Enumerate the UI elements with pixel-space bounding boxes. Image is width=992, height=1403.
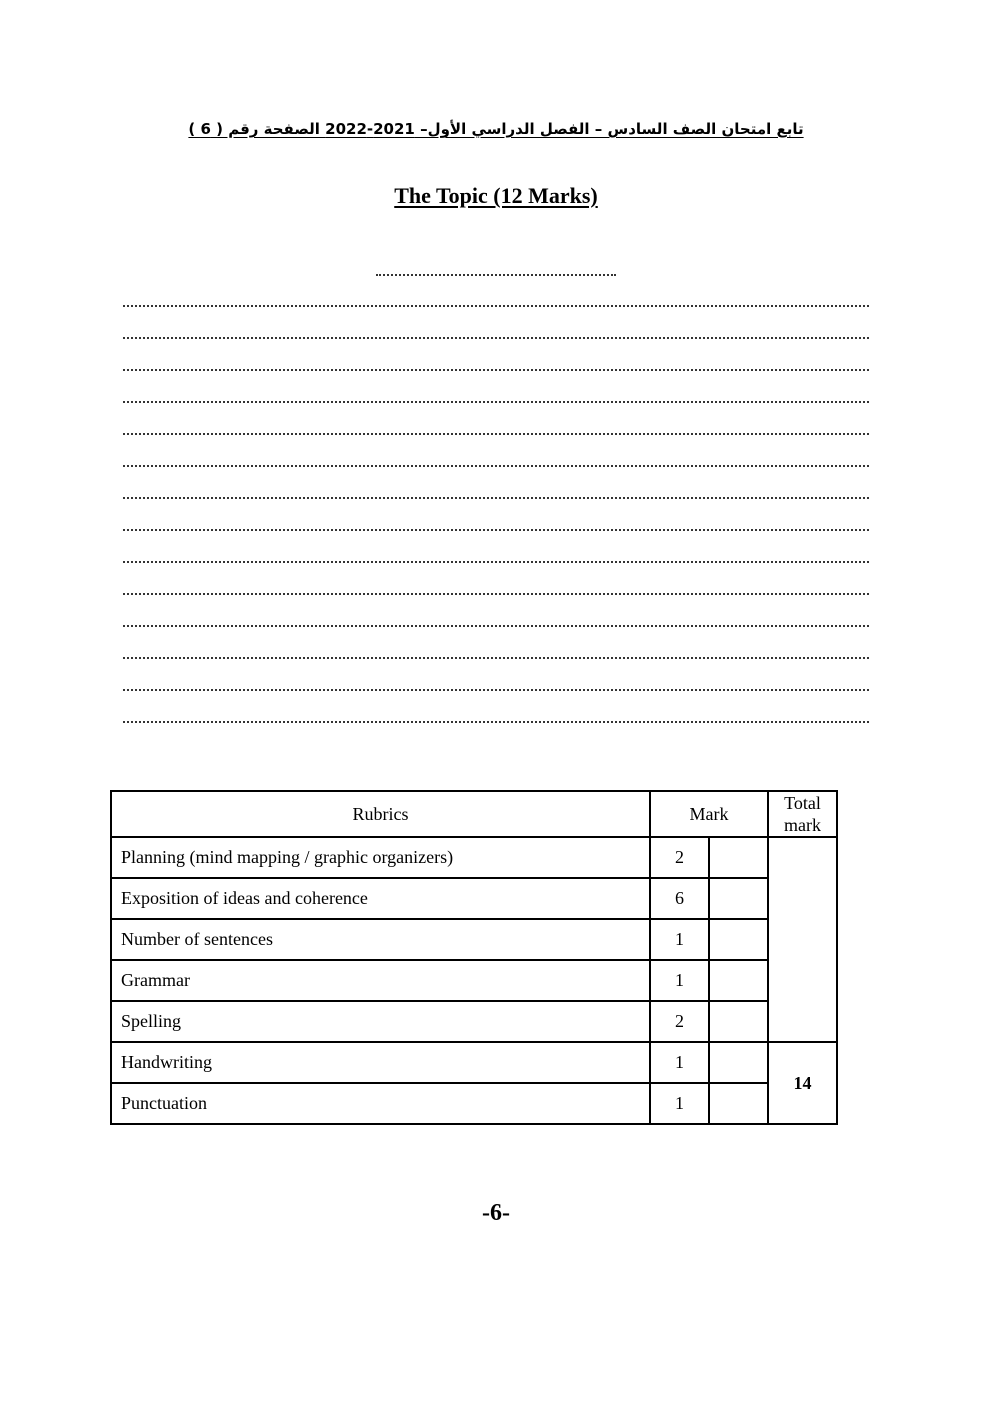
page-number: -6- <box>482 1200 510 1226</box>
writing-line[interactable] <box>123 591 869 595</box>
score-cell[interactable] <box>709 1001 768 1042</box>
table-row <box>111 919 837 960</box>
score-cell[interactable] <box>709 960 768 1001</box>
rubric-mark: 2 <box>650 837 709 878</box>
exam-header-text: تابع امتحان الصف السادس – الفصل الدراسي الأول– 2021-2022 الصفحة رقم ( 6 ) <box>188 120 804 138</box>
writing-line[interactable] <box>123 335 869 339</box>
rubric-mark: 1 <box>650 960 709 1001</box>
rubric-mark: 6 <box>650 878 709 919</box>
header-mark: Mark <box>650 791 768 837</box>
writing-line[interactable] <box>123 655 869 659</box>
score-cell[interactable] <box>709 837 768 878</box>
table-row <box>111 878 837 919</box>
writing-line[interactable] <box>123 527 869 531</box>
table-row <box>111 1083 837 1124</box>
exam-header <box>0 120 992 138</box>
header-total-mark: Total mark <box>768 791 837 837</box>
rubric-label: Number of sentences <box>111 919 650 960</box>
rubric-label: Punctuation <box>111 1083 650 1124</box>
rubric-label: Exposition of ideas and coherence <box>111 878 650 919</box>
writing-line[interactable] <box>123 367 869 371</box>
writing-line[interactable] <box>123 719 869 723</box>
rubric-mark: 1 <box>650 919 709 960</box>
writing-line[interactable] <box>123 399 869 403</box>
page-title: The Topic (12 Marks) <box>394 183 598 208</box>
writing-line[interactable] <box>123 623 869 627</box>
score-cell[interactable] <box>709 919 768 960</box>
rubric-mark: 2 <box>650 1001 709 1042</box>
table-row <box>111 960 837 1001</box>
rubric-label: Grammar <box>111 960 650 1001</box>
rubric-table <box>110 790 838 1125</box>
table-row <box>111 1001 837 1042</box>
table-row <box>111 837 837 878</box>
rubric-label: Handwriting <box>111 1042 650 1083</box>
table-header-row <box>111 791 837 837</box>
writing-line[interactable] <box>123 303 869 307</box>
header-rubrics: Rubrics <box>111 791 650 837</box>
rubric-label: Spelling <box>111 1001 650 1042</box>
writing-line[interactable] <box>123 687 869 691</box>
total-subtotal-cell[interactable] <box>768 837 837 1042</box>
writing-line[interactable] <box>123 431 869 435</box>
writing-line[interactable] <box>123 495 869 499</box>
topic-title-line[interactable] <box>376 262 616 276</box>
rubric-mark: 1 <box>650 1042 709 1083</box>
table-row <box>111 1042 837 1083</box>
score-cell[interactable] <box>709 878 768 919</box>
score-cell[interactable] <box>709 1083 768 1124</box>
rubric-mark: 1 <box>650 1083 709 1124</box>
score-cell[interactable] <box>709 1042 768 1083</box>
writing-line[interactable] <box>123 559 869 563</box>
total-mark-value: 14 <box>768 1042 837 1124</box>
writing-line[interactable] <box>123 463 869 467</box>
rubric-label: Planning (mind mapping / graphic organizers) <box>111 837 650 878</box>
